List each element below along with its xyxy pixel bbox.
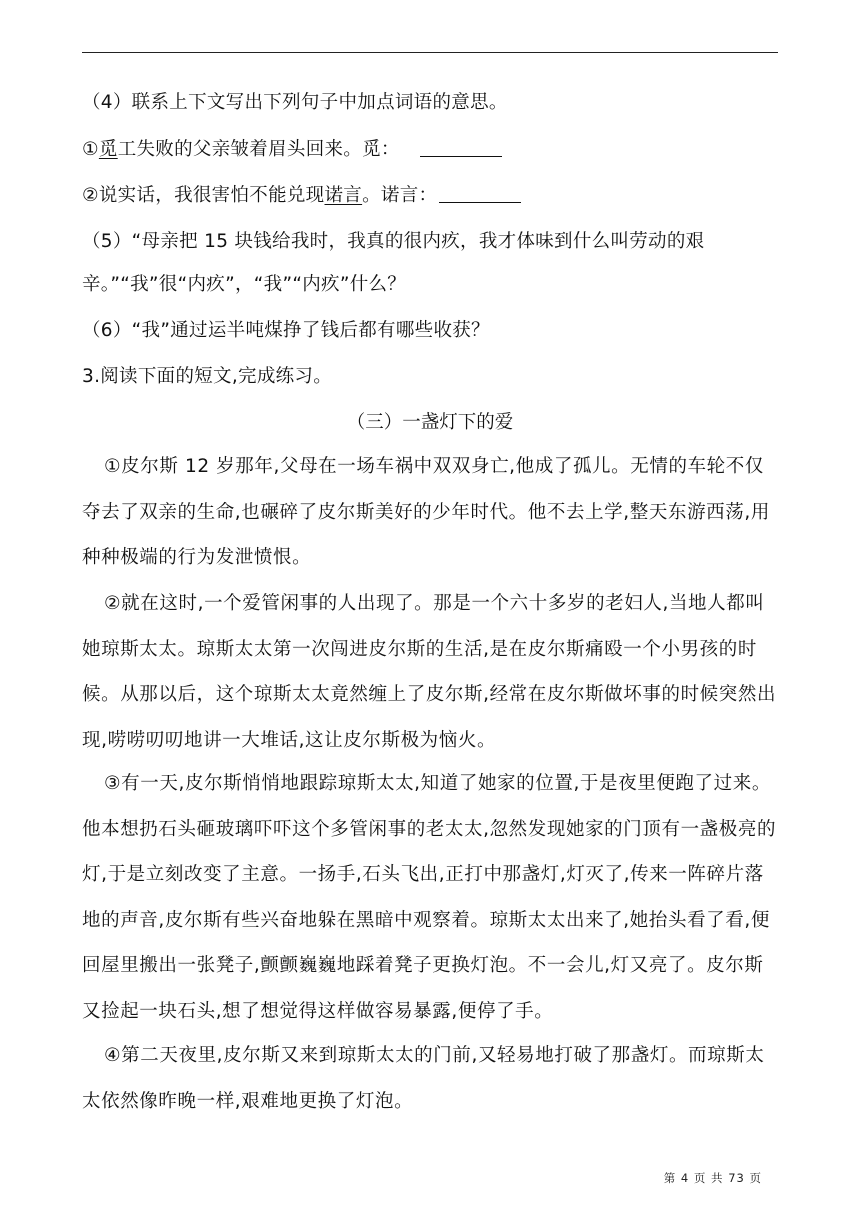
- item-2-answer-blank[interactable]: [439, 184, 521, 203]
- passage-paragraph-1: ①皮尔斯 12 岁那年,父母在一场车祸中双双身亡,他成了孤儿。无情的车轮不仅夺去了双亲的生命,也碾碎了皮尔斯美好的少年时代。他不去上学,整天东游西荡,用种种极端的行为发泄愤恨。: [82, 456, 770, 568]
- question-5-line-2: 辛。”“我”很“内疚”，“我”“内疚”什么？: [82, 274, 407, 295]
- item-1-lead: ①: [82, 139, 99, 160]
- passage-paragraph-3: ③有一天,皮尔斯悄悄地跟踪琼斯太太,知道了她家的位置,于是夜里便跑了过来。他本想扔石头砸玻璃吓吓这个多管闲事的老太太,忽然发现她家的门顶有一盏极亮的灯,于是立刻改变了主意。一扬手,石头飞出,正打中那盏灯,灯灭了,传来一阵碎片落地的声音,皮尔斯有些兴奋地躲在黑暗中观察着。琼斯太太出来了,她抬头看了看,便回屋里搬出一张凳子,颤颤巍巍地踩着凳子更换灯泡。不一会儿,灯又亮了。皮尔斯又捡起一块石头,想了想觉得这样做容易暴露,便停了手。: [82, 773, 777, 1022]
- page-footer: 第 4 页 共 73 页: [663, 1171, 762, 1185]
- question-4-item-2: [82, 181, 521, 211]
- item-2-text: 。诺言：: [362, 185, 438, 206]
- passage-paragraph-2: ②就在这时,一个爱管闲事的人出现了。那是一个六十多岁的老妇人,当地人都叫她琼斯太太。琼斯太太第一次闯进皮尔斯的生活,是在皮尔斯痛殴一个小男孩的时候。从那以后，这个琼斯太太竟然缠上了皮尔斯,经常在皮尔斯做坏事的时候突然出现,唠唠叨叨地讲一大堆话,这让皮尔斯极为恼火。: [82, 593, 777, 751]
- question-5-line-1: （5）“母亲把 15 块钱给我时，我真的很内疚，我才体味到什么叫劳动的艰: [82, 231, 705, 252]
- item-1-dotted-word: 觅: [98, 139, 118, 160]
- question-4-item-1: [82, 135, 502, 165]
- item-2-lead: ②说实话，我很害怕不能兑现: [82, 185, 325, 206]
- section-3-heading: 3.阅读下面的短文,完成练习。: [82, 366, 333, 387]
- passage-paragraph-4: ④第二天夜里,皮尔斯又来到琼斯太太的门前,又轻易地打破了那盏灯。而琼斯太太依然像昨晚一样,艰难地更换了灯泡。: [82, 1045, 765, 1112]
- passage-title: （三）一盏灯下的爱: [346, 412, 514, 433]
- question-6: （6）“我”通过运半吨煤挣了钱后都有哪些收获？: [82, 320, 490, 341]
- header-rule: [82, 52, 778, 53]
- item-1-answer-blank[interactable]: [420, 138, 502, 157]
- question-4-prompt: （4）联系上下文写出下列句子中加点词语的意思。: [82, 92, 508, 113]
- item-2-dotted-word: 诺言: [324, 185, 363, 206]
- item-1-text: 工失败的父亲皱着眉头回来。觅：: [117, 139, 400, 160]
